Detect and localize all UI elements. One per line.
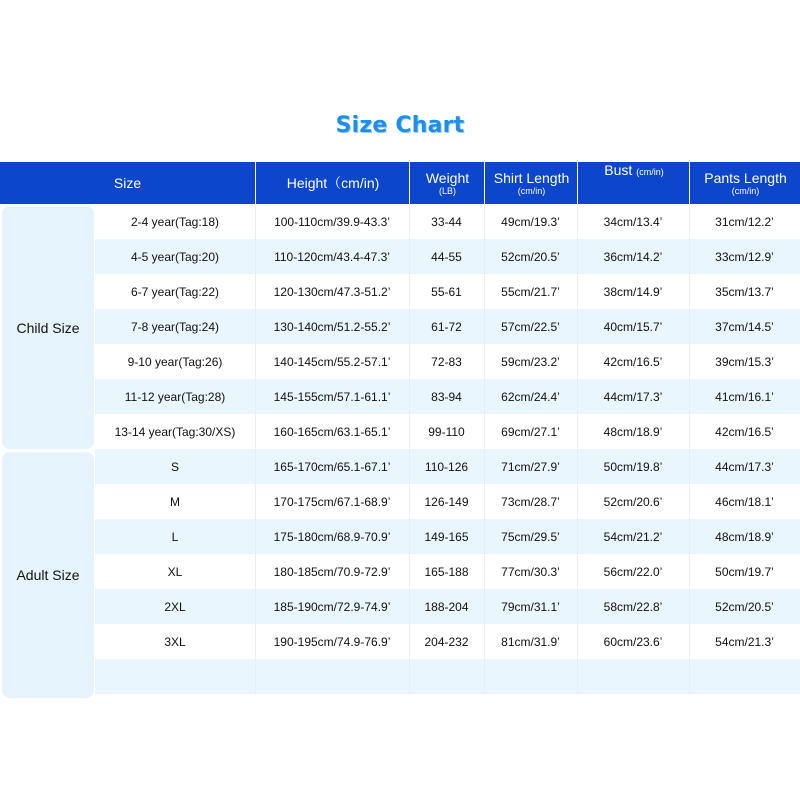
cell-pants: 42cm/16.5’: [715, 424, 774, 439]
header-weight-unit: (LB): [438, 185, 456, 196]
cell-pants: 37cm/14.5’: [715, 319, 774, 334]
cell-bust: 60cm/23.6’: [603, 634, 663, 649]
cell-size: 3XL: [164, 634, 186, 649]
cell-pants: 41cm/16.1’: [715, 389, 774, 404]
cell-pants: [689, 659, 800, 694]
cell-height: 130-140cm/51.2-55.2’: [273, 319, 391, 334]
cell-pants: 52cm/20.5’: [715, 599, 774, 614]
cell-weight: 83-94: [431, 389, 462, 404]
cell-shirt: 73cm/28.7’: [501, 494, 560, 509]
cell-height: 185-190cm/72.9-74.9’: [273, 599, 391, 614]
cell-height: 165-170cm/65.1-67.1’: [273, 459, 391, 474]
table-row: [95, 624, 800, 659]
cell-pants: 54cm/21.3’: [715, 634, 774, 649]
table-row: [95, 274, 800, 309]
cell-pants: 46cm/18.1’: [715, 494, 774, 509]
table-row: [95, 379, 800, 414]
cell-height: 120-130cm/47.3-51.2’: [273, 284, 391, 299]
table-row: [95, 204, 800, 239]
cell-weight: [409, 659, 484, 694]
cell-bust: 48cm/18.9’: [603, 424, 663, 439]
cell-weight: 110-126: [424, 459, 469, 474]
cell-bust: 40cm/15.7’: [603, 319, 663, 334]
column-divider: [484, 204, 485, 694]
header-shirt-unit: (cm/in): [517, 185, 546, 196]
cell-shirt: 59cm/23.2’: [501, 354, 560, 369]
cell-shirt: 49cm/19.3’: [501, 214, 560, 229]
cell-weight: 33-44: [431, 214, 462, 229]
header-size-label: Size: [113, 174, 142, 191]
table-row: [95, 239, 800, 274]
cell-size: 2XL: [164, 599, 186, 614]
cell-size: 13-14 year(Tag:30/XS): [114, 424, 236, 439]
cell-height: [255, 659, 409, 694]
column-divider: [409, 204, 410, 694]
table-row: [95, 449, 800, 484]
cell-shirt: [484, 659, 577, 694]
column-divider: [255, 204, 256, 694]
cell-size: 9-10 year(Tag:26): [127, 354, 223, 369]
chart-title: Size Chart: [335, 113, 465, 138]
column-divider: [689, 204, 690, 694]
cell-weight: 44-55: [431, 249, 462, 264]
header-pants-unit: (cm/in): [731, 185, 760, 196]
cell-shirt: 69cm/27.1’: [501, 424, 560, 439]
cell-weight: 165-188: [424, 564, 469, 579]
cell-bust: 42cm/16.5’: [603, 354, 663, 369]
cell-size: 7-8 year(Tag:24): [130, 319, 220, 334]
cell-size: S: [170, 459, 179, 474]
cell-height: 110-120cm/43.4-47.3’: [274, 249, 390, 264]
header-shirt-label: Shirt Length: [493, 169, 570, 186]
cell-weight: 61-72: [431, 319, 462, 334]
cell-weight: 149-165: [424, 529, 469, 544]
table-row: [95, 484, 800, 519]
cell-shirt: 75cm/29.5’: [501, 529, 560, 544]
cell-size: XL: [167, 564, 183, 579]
cell-shirt: 55cm/21.7’: [501, 284, 560, 299]
header-pants-label: Pants Length: [704, 169, 787, 186]
table-row: [95, 519, 800, 554]
header-weight-label: Weight: [425, 169, 470, 186]
header-bust-label: Bust: [604, 162, 633, 178]
cell-bust: 36cm/14.2’: [603, 249, 663, 264]
header-height: [255, 162, 410, 204]
table-row: [95, 309, 800, 344]
cell-height: 190-195cm/74.9-76.9’: [273, 634, 391, 649]
cell-pants: 35cm/13.7’: [715, 284, 774, 299]
header-weight: [409, 162, 485, 204]
cell-weight: 99-110: [428, 424, 465, 439]
cell-weight: 55-61: [431, 284, 462, 299]
table-row: [95, 414, 800, 449]
cell-height: 180-185cm/70.9-72.9’: [273, 564, 391, 579]
group-adult-size: Adult Size: [2, 452, 94, 698]
cell-height: 145-155cm/57.1-61.1’: [273, 389, 391, 404]
cell-pants: 39cm/15.3’: [715, 354, 774, 369]
cell-shirt: 77cm/30.3’: [501, 564, 560, 579]
cell-height: 100-110cm/39.9-43.3’: [274, 214, 390, 229]
cell-bust: 52cm/20.6’: [603, 494, 663, 509]
cell-bust: 56cm/22.0’: [603, 564, 663, 579]
cell-bust: 50cm/19.8’: [603, 459, 663, 474]
cell-size: 6-7 year(Tag:22): [130, 284, 220, 299]
cell-size: 2-4 year(Tag:18): [130, 214, 220, 229]
cell-height: 140-145cm/55.2-57.1’: [273, 354, 391, 369]
cell-size: 11-12 year(Tag:28): [124, 389, 226, 404]
cell-weight: 72-83: [431, 354, 462, 369]
cell-pants: 31cm/12.2’: [715, 214, 774, 229]
cell-size: [95, 659, 255, 694]
cell-pants: 33cm/12.9’: [715, 249, 774, 264]
cell-size: 4-5 year(Tag:20): [130, 249, 220, 264]
table-row: [95, 589, 800, 624]
cell-weight: 188-204: [424, 599, 469, 614]
header-size: [0, 162, 255, 204]
cell-pants: 50cm/19.7’: [715, 564, 774, 579]
cell-size: M: [170, 494, 180, 509]
table-row: [95, 554, 800, 589]
header-bust-unit: (cm/in): [636, 167, 664, 177]
cell-height: 170-175cm/67.1-68.9’: [273, 494, 391, 509]
cell-height: 175-180cm/68.9-70.9’: [273, 529, 391, 544]
column-divider: [577, 204, 578, 694]
group-child-size: Child Size: [2, 206, 94, 449]
cell-pants: 48cm/18.9’: [715, 529, 774, 544]
cell-shirt: 62cm/24.4’: [501, 389, 560, 404]
cell-bust: 58cm/22.8’: [603, 599, 663, 614]
cell-shirt: 81cm/31.9’: [501, 634, 560, 649]
cell-bust: 38cm/14.9’: [603, 284, 663, 299]
cell-shirt: 71cm/27.9’: [501, 459, 560, 474]
cell-shirt: 57cm/22.5’: [501, 319, 560, 334]
header-bust: [577, 162, 690, 204]
cell-height: 160-165cm/63.1-65.1’: [273, 424, 391, 439]
header-height-label: Height（cm/in): [286, 174, 380, 191]
cell-bust: 54cm/21.2’: [603, 529, 663, 544]
header-shirt-length: [484, 162, 578, 204]
cell-size: L: [171, 529, 179, 544]
table-row: [95, 344, 800, 379]
cell-weight: 126-149: [424, 494, 469, 509]
cell-bust: 34cm/13.4’: [603, 214, 663, 229]
cell-shirt: 79cm/31.1’: [501, 599, 560, 614]
cell-pants: 44cm/17.3’: [715, 459, 774, 474]
header-pants-length: [689, 162, 800, 204]
cell-bust: [577, 659, 689, 694]
cell-shirt: 52cm/20.5’: [501, 249, 560, 264]
table-row: [95, 659, 800, 694]
cell-weight: 204-232: [424, 634, 469, 649]
cell-bust: 44cm/17.3’: [603, 389, 663, 404]
table-header: [0, 162, 800, 204]
